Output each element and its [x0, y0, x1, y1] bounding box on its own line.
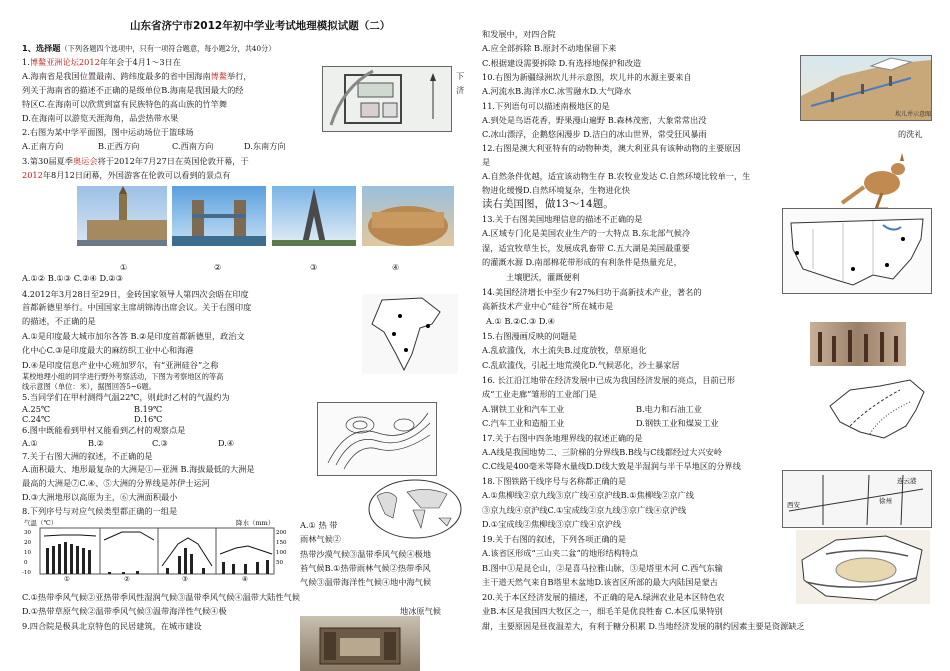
precip-tick-150: 150	[276, 540, 287, 546]
photo-big-ben	[77, 186, 167, 246]
q19-option-b: B.图中①是昆仑山，②是喜马拉雅山脉，③是塔里木河 C.西气东输	[482, 563, 723, 573]
q8-option-b-2: 气候③温带海洋性气候④地中海气候	[300, 577, 432, 587]
q7-line-2: 最高的大洲是⑦C.④、⑤大洲的分界线是苏伊士运河	[22, 478, 210, 488]
school-plan-drawing	[323, 67, 451, 131]
question-11: 11.下列语句可以描述南极地区的是	[482, 101, 610, 111]
q16-option-c: C.汽车工业和造船工业	[482, 418, 565, 428]
q4-line-2: 首都新德里举行。中国国家主席胡锦涛出席会议。关于右图印度	[22, 302, 252, 312]
railway-city-xian: 西安	[787, 501, 800, 509]
q20-line-3: 甜，主要原因是昼夜温差大，有利于糖分积累 D.当地经济发展的制约因素主要是资源缺乏	[482, 621, 805, 631]
q16-line-2: 成“工业走廊”雏形的工业部门是	[482, 389, 597, 399]
world-continents-map	[367, 478, 463, 540]
question-18: 18.下图铁路干线序号与名称都正确的是	[482, 476, 627, 486]
q18-option-a: A.①焦柳线②京九线③京广线④京沪线B.①焦柳线②京广线	[482, 490, 694, 500]
q5-note-1: 某校地理小组的同学进行野外考察活动，下图为考察地区的等高	[22, 372, 224, 381]
karez-figure	[800, 55, 932, 121]
temp-tick-20: 20	[24, 540, 31, 546]
climate-chart-4-label: ④	[242, 575, 248, 582]
q6-option-a: A.①	[22, 438, 38, 448]
q5-option-b: B.19℃	[134, 404, 163, 414]
question-14: 14.美国经济增长中至少有27%归功于高新技术产业，著名的	[482, 287, 702, 297]
q15-options-ab: A.乱砍滥伐，水土流失B.过度放牧，草原退化	[482, 345, 647, 355]
temp-tick-10: 10	[24, 550, 31, 556]
q8-option-a-2: 雨林气候②	[300, 534, 341, 544]
q14-line-2: 高新技术产业中心“硅谷”所在城市是	[482, 301, 614, 311]
railway-city-xuzhou: 徐州	[879, 497, 892, 505]
q20-line-2: 业B.本区是我国四大牧区之一，细毛羊是优良牲畜 C.本区瓜果特别	[482, 606, 723, 616]
q8-option-a-3: 热带沙漠气候③温带季风气候④极地	[300, 549, 432, 559]
photo-label-3: ③	[310, 262, 318, 272]
q8-option-c: C.①热带季风气候②亚热带季风性湿润气候③温带季风气候④温带大陆性气候	[22, 592, 300, 602]
temp-tick-minus10: -10	[22, 570, 31, 576]
q6-option-c: C.③	[152, 438, 168, 448]
question-9: 9.四合院是极具北京特色的民居建筑，在城市建设	[22, 621, 202, 631]
question-4: 4.2012年3月28日至29日，金砖国家领导人第四次会晤在印度	[22, 289, 249, 299]
q9-options-cd: C.根据建设需要拆除 D.有选择地保护和改造	[482, 58, 642, 68]
kangaroo-picture	[836, 153, 928, 213]
precip-axis-label: 降水（mm）	[236, 519, 275, 527]
q8-option-b-1: 苔气候B.①热带雨林气候②热带季风	[300, 563, 431, 573]
question-10: 10.右图为新疆绿洲坎儿井示意图，坎儿井的水源主要来自	[482, 72, 692, 82]
railway-city-lianyungang: 连云港	[897, 477, 917, 485]
q17-options-ab: A.A线是我国地势二、三阶梯的分界线B.B线与C线都经过大兴安岭	[482, 447, 723, 457]
precip-tick-200: 200	[276, 530, 287, 536]
climate-charts-svg	[22, 518, 292, 582]
q3-line-2: 2012年8月12日闭幕，外国游客在伦敦可以看到的景点有	[22, 170, 231, 180]
climate-charts	[22, 518, 292, 582]
q19-option-a: A.该省区形成“三山夹二盆”的地形结构特点	[482, 548, 639, 558]
q1-line-d: D.在海南可以游览天涯海角，品尝热带水果	[22, 113, 179, 123]
q11-options-ab: A.到处是鸟语花香，野果漫山遍野 B.森林茂密，大象常常出没	[482, 115, 707, 125]
photo-siheyuan	[300, 616, 420, 671]
question-5: 5.当同学们在甲村测得气温22℃，则此时乙村的气温约为	[22, 392, 230, 402]
question-12: 12.右图是澳大利亚特有的动物种类，澳大利亚具有该种动物的主要原因	[482, 143, 741, 153]
section-usa-heading: 读右美国图，做13～14题。	[482, 198, 614, 210]
q10-options: A.河流水B.海洋水C.冰雪融水D.大气降水	[482, 86, 632, 96]
question-20: 20.关于本区经济发展的描述，不正确的是A.绿洲农业是本区特色农	[482, 592, 725, 602]
question-1: 1.博鳌亚洲论坛2012年年会于4月1～3日在	[22, 57, 181, 67]
q4-option-c: 化中心C.③是印度最大的麻纺织工业中心和海港	[22, 345, 194, 355]
q15-options-cd: C.乱砍滥伐，引起土地荒漠化D.气候恶化，沙土暴家居	[482, 360, 680, 370]
q2-option-b: B.正西方向	[98, 141, 140, 151]
q12-options-cd: 物进化缓慢D.自然环境复杂，生物进化快	[482, 185, 631, 195]
q13-line-4: 土壤肥沃，灌溉便利	[506, 272, 580, 282]
q3-options: A.①② B.①③ C.②④ D.②③	[22, 273, 124, 283]
q11-options-cd-tail: 的洗礼	[898, 129, 923, 139]
q1-line-c: 特区C.在海南可以欣赏到富有民族特色的高山族的竹竿舞	[22, 99, 228, 109]
q5-option-d: D.16℃	[134, 414, 163, 424]
q5-option-c: C.24℃	[22, 414, 51, 424]
precip-tick-50: 50	[276, 560, 283, 566]
q4-option-a: A.①是印度最大城市加尔各答 B.②是印度首都新德里，政治文	[22, 331, 245, 341]
photo-label-1: ①	[120, 262, 128, 272]
q13-line-2: 湿，适宜牧草生长，发展成乳畜带 C.五大湖是美国最重要	[482, 243, 690, 253]
question-7: 7.关于右图大洲的叙述，不正确的是	[22, 451, 153, 461]
q1-line-a-tail: 下	[456, 71, 465, 81]
question-16: 16. 长江沿江地带在经济发展中已成为我国经济发展的亮点，目前已形	[482, 375, 736, 385]
question-2: 2.右图为某中学平面图，图中运动场位于篮球场	[22, 127, 194, 137]
question-3: 3.第30届夏季奥运会将于2012年7月27日在英国伦敦开幕，于	[22, 156, 249, 166]
q14-options: A.① B.②C.③ D.④	[486, 316, 556, 326]
q16-option-a: A.钢铁工业和汽车工业	[482, 404, 565, 414]
climate-chart-2-label: ②	[124, 575, 130, 582]
q4-line-3: 的描述，不正确的是	[22, 316, 96, 326]
india-map	[362, 294, 458, 374]
q7-line-1: A.面积最大、地形最复杂的大洲是①—亚洲 B.海拔最低的大洲是	[22, 464, 255, 474]
q5-option-a: A.25℃	[22, 404, 51, 414]
section-heading: 1、选择题（下列各题四个选项中，只有一项符合题意，每小题2分，共40分）	[22, 43, 276, 53]
q1-line-b: 列关于海南省的描述不正确的是级单位B.海南是我国最大的经	[22, 85, 244, 95]
q6-option-d: D.④	[218, 438, 235, 448]
q9-options-ab: A.应全部拆除 B.原封不动地保留下来	[482, 43, 617, 53]
q8-option-d-tail: 地冰原气候	[400, 606, 441, 616]
railway-map	[782, 470, 932, 528]
question-15: 15.右图漫画反映的问题是	[482, 331, 577, 341]
climate-chart-3-label: ③	[182, 575, 188, 582]
q16-option-d: D.钢铁工业和煤炭工业	[636, 418, 719, 428]
photo-eiffel-tower	[272, 186, 356, 246]
q17-options-cd: C.C线是400毫米等降水量线D.D线大致是半湿润与半干旱地区的分界线	[482, 461, 741, 471]
question-19: 19.关于右图的叙述，下列各项正确的是	[482, 534, 627, 544]
q16-option-b: B.电力和石油工业	[636, 404, 702, 414]
temp-tick-30: 30	[24, 530, 31, 536]
karez-caption: 坎儿井示意图	[895, 111, 931, 118]
q13-line-3: 的灌溉水源 D.南部棉花带形成的有利条件是热量充足，	[482, 257, 682, 267]
q19-option-cd: 主干道天然气来自B塔里木盆地D.该省区所部的最大内陆国是蒙古	[482, 577, 718, 587]
q7-line-3: D.③大洲地形以高原为主，⑥大洲面积最小	[22, 492, 178, 502]
climate-chart-1-label: ①	[64, 575, 70, 582]
q2-option-a: A.正南方向	[22, 141, 64, 151]
photo-label-4: ④	[392, 262, 400, 272]
q4-option-d: D.④是印度信息产业中心班加罗尔，有“亚洲硅谷”之称	[22, 360, 219, 370]
contour-map	[317, 402, 437, 476]
q18-option-b-c: ③京九线④京沪线C.①宝成线②京九线③京广线④京沪线	[482, 505, 687, 515]
q6-option-b: B.②	[88, 438, 104, 448]
usa-map	[782, 208, 932, 294]
temp-tick-0: 0	[24, 560, 28, 566]
photo-label-2: ②	[214, 262, 222, 272]
environment-cartoon	[810, 322, 906, 366]
question-13: 13.关于右图美国地理信息的描述不正确的是	[482, 214, 643, 224]
question-8: 8.下列序号与对应气候类型都正确的一组是	[22, 506, 178, 516]
china-boundary-map	[820, 376, 930, 444]
school-plan-figure	[322, 66, 452, 132]
q8-option-a-1: A.① 热 带	[300, 520, 338, 530]
q2-option-d: D.东南方向	[244, 141, 286, 151]
question-6: 6.图中既能看到甲村又能看到乙村的观察点是	[22, 425, 186, 435]
q2-option-c: C.西南方向	[172, 141, 214, 151]
page-title: 山东省济宁市2012年初中学业考试地理模拟试题（二）	[130, 20, 391, 32]
q11-options-cd: C.冰山漂浮，企鹅悠闲漫步 D.洁白的冰山世界，常受狂风暴雨	[482, 129, 707, 139]
photo-tower-bridge	[172, 186, 266, 246]
q9-continued: 和发展中，对四合院	[482, 29, 556, 39]
temp-axis-label: 气温（℃）	[24, 519, 58, 527]
question-12-end: 是	[482, 157, 491, 167]
q1-line-b-tail: 济	[456, 85, 465, 95]
q13-line-1: A.区域专门化是美国农业生产的一大特点 B.东北部气候冷	[482, 228, 691, 238]
photo-colosseum	[362, 186, 454, 246]
q12-options-ab: A.自然条件优越，适宜该动物生存 B.农牧业发达 C.自然环境比较单一，生	[482, 171, 751, 181]
precip-tick-100: 100	[276, 550, 287, 556]
q1-line-a: A.海南省是我国位置最南、跨纬度最多的省中国海南博鳌举行，	[22, 71, 252, 81]
q18-option-d: D.①宝成线②焦柳线③京广线④京沪线	[482, 519, 622, 529]
q8-option-d: D.①热带草原气候②温带季风气候③温带海洋性气候④极	[22, 606, 227, 616]
q5-note-2: 线示意图（单位：米），据图回答5~6题。	[22, 382, 156, 391]
question-17: 17.关于右图中四条地理界线的叙述正确的是	[482, 433, 643, 443]
xinjiang-map	[796, 530, 930, 604]
